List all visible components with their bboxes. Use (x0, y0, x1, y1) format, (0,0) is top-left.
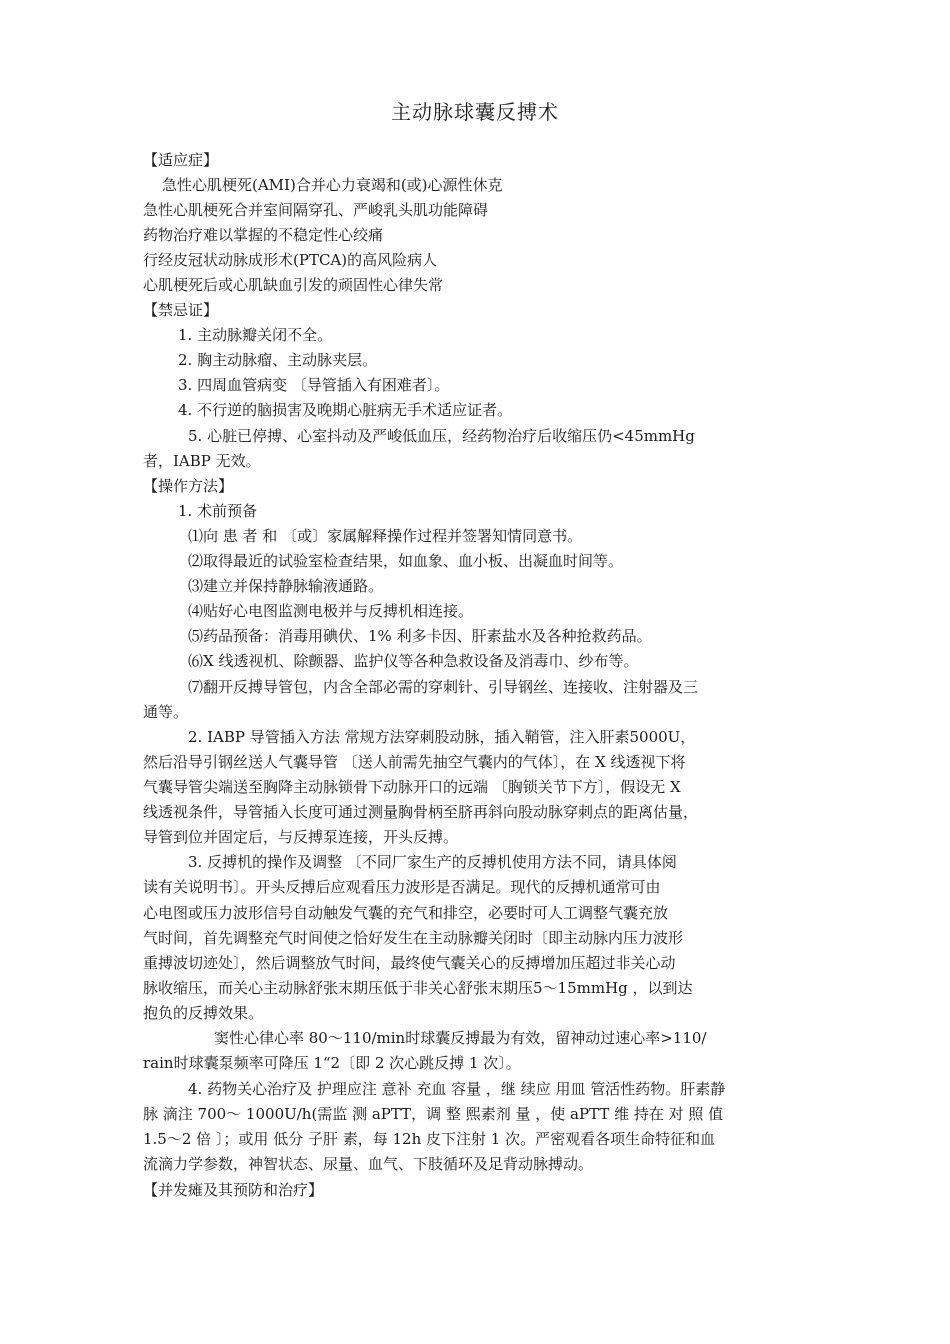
procedure-line: 心电图或压力波形信号自动触发气囊的充气和排空，必要时可人工调整气囊充放 (143, 904, 669, 922)
procedure-line: 抱负的反搏效果。 (143, 1004, 264, 1022)
procedure-line: 流滴力学参数，神智状态、尿量、血气、下肢循环及足背动脉搏动。 (143, 1155, 594, 1173)
procedure-header: 【操作方法】 (143, 477, 234, 495)
contraindication-line: 4. 不行逆的脑损害及晚期心脏病无手术适应证者。 (178, 401, 513, 419)
document-title: 主动脉球囊反搏术 (391, 100, 559, 124)
indication-line: 药物治疗难以掌握的不稳定性心绞痛 (143, 226, 384, 244)
procedure-line: ⑵取得最近的试验室检查结果，如血象、血小板、出凝血时间等。 (188, 552, 624, 570)
indication-line: 心肌梗死后或心肌缺血引发的顽固性心律失常 (143, 276, 444, 294)
procedure-line: 导管到位并固定后，与反搏泵连接，开头反搏。 (143, 828, 459, 846)
procedure-line: 读有关说明书〕。开头反搏后应观看压力波形是否满足。现代的反搏机通常可由 (143, 878, 661, 896)
procedure-line: 窦性心律心率 80～110/min时球囊反搏最为有效，留神动过速心率>110/ (214, 1029, 707, 1047)
procedure-line: ⑷贴好心电图监测电极并与反搏机相连接。 (188, 602, 474, 620)
contraindication-line: 3. 四周血管病变 〔导管插入有困难者〕。 (178, 376, 450, 394)
procedure-line: 1.5～2 倍 〕；或用 低分 子肝 素，每 12h 皮下注射 1 次。严密观看各项生命特征和血 (143, 1130, 716, 1148)
procedure-line: 1. 术前预备 (178, 502, 258, 520)
procedure-line: ⑸药品预备：消毒用碘伏、1% 利多卡因、肝素盐水及各种抢救药品。 (188, 627, 652, 645)
procedure-line: 2. IABP 导管插入方法 常规方法穿刺股动脉，插入鞘管，注入肝素5000U， (188, 728, 696, 746)
procedure-line: 3. 反搏机的操作及调整 〔不同厂家生产的反搏机使用方法不同，请具体阅 (188, 853, 677, 871)
procedure-line: ⑹X 线透视机、除颤器、监护仪等各种急救设备及消毒巾、纱布等。 (188, 652, 639, 670)
complications-header: 【并发瘫及其预防和治疗】 (143, 1181, 324, 1199)
procedure-line: 线透视条件，导管插入长度可通过测量胸骨柄至脐再斜向股动脉穿刺点的距离估量， (143, 803, 699, 821)
procedure-line: rain时球囊泵频率可降压 1“2〔即 2 次心跳反搏 1 次〕。 (143, 1054, 521, 1072)
procedure-line: 气时间，首先调整充气时间使之恰好发生在主动脉瓣关闭时〔即主动脉内压力波形 (143, 929, 684, 947)
contraindication-line: 5. 心脏已停搏、心室抖动及严峻低血压，经药物治疗后收缩压仍<45mmHg (188, 427, 695, 445)
procedure-line: 脉 滴注 700～ 1000U/h(需监 测 aPTT，调 整 熙素剂 量 ，使 aPTT 维 持在 对 照 值 (143, 1105, 724, 1123)
procedure-line: ⑶建立并保持静脉输液通路。 (188, 577, 384, 595)
contraindications-header: 【禁忌证】 (143, 301, 219, 319)
procedure-line: 通等。 (143, 703, 189, 721)
contraindication-line: 者，IABP 无效。 (143, 452, 261, 470)
indication-line: 行经皮冠状动脉成形术(PTCA)的高风险病人 (143, 251, 438, 269)
indications-header: 【适应症】 (143, 151, 219, 169)
contraindication-line: 2. 胸主动脉瘤、主动脉夹层。 (178, 351, 378, 369)
procedure-line: ⑴向 患 者 和 〔或〕家属解释操作过程并签署知情同意书。 (188, 527, 583, 545)
procedure-line: ⑺翻开反搏导管包，内含全部必需的穿刺针、引导钢丝、连接收、注射器及三 (188, 678, 699, 696)
procedure-line: 重搏波切迹处〕，然后调整放气时间，最终使气囊关心的反搏增加压超过非关心动 (143, 954, 676, 972)
procedure-line: 气囊导管尖端送至胸降主动脉锁骨下动脉开口的远端 〔胸锁关节下方〕，假设无 X (143, 778, 681, 796)
indication-line: 急性心肌梗死(AMI)合并心力衰竭和(或)心源性休克 (162, 176, 503, 194)
procedure-line: 然后沿导引钢丝送人气囊导管 〔送人前需先抽空气囊内的气体〕，在 X 线透视下将 (143, 753, 686, 771)
procedure-line: 4. 药物关心治疗及 护理应注 意补 充血 容量 ，继 续应 用皿 管活性药物。肝素静 (188, 1080, 726, 1098)
procedure-line: 脉收缩压，而关心主动脉舒张末期压低于非关心舒张末期压5～15mmHg ，以到达 (143, 979, 693, 997)
indication-line: 急性心肌梗死合并室间隔穿孔、严峻乳头肌功能障碍 (143, 201, 489, 219)
contraindication-line: 1. 主动脉瓣关闭不全。 (178, 326, 333, 344)
